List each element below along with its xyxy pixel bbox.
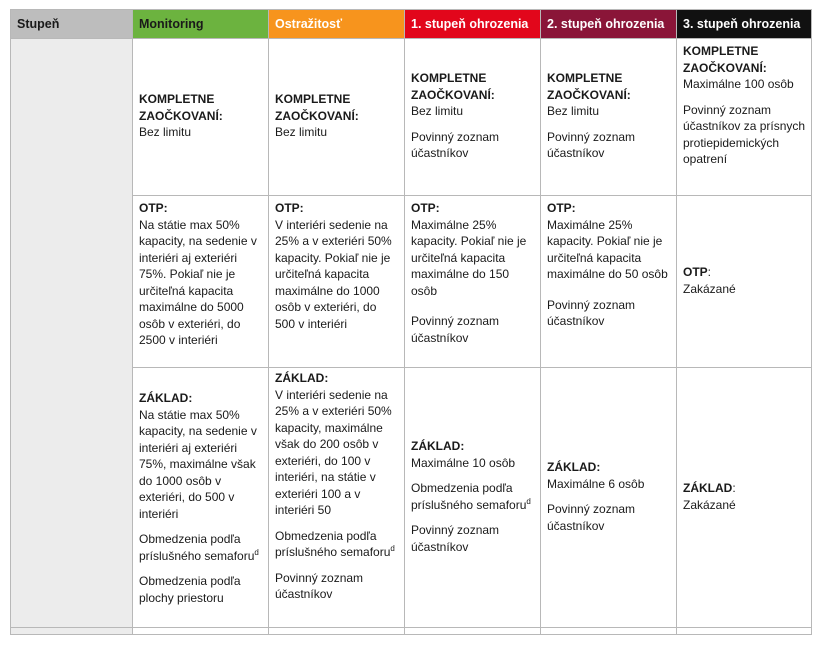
kz-monitoring-value: Bez limitu [139, 125, 192, 140]
cell-zaklad-ostrazitost [269, 368, 405, 628]
otp-ostrazitost-value: V interiéri sedenie na 25% a v exteriéri 50% kapacity. Pokiaľ nie je určiteľná kapacita maximálne do 1000 osôb v exteriéri, do 500 v interiéri [275, 217, 392, 331]
otp-s1-value: Maximálne 25% kapacity. Pokiaľ nie je určiteľná kapacita maximálne do 150 osôb [411, 217, 527, 298]
cell-zaklad-s1 [405, 368, 541, 628]
otp-ostrazitost-label: OTP [275, 201, 300, 215]
cell-kz-s2 [541, 39, 677, 196]
otp-s2-label: OTP [547, 201, 572, 215]
otp-s1-extra: Povinný zoznam účastníkov [411, 314, 500, 345]
blank-cell [541, 628, 677, 635]
zaklad-s1-label-wrap: ZÁKLAD: [411, 439, 465, 453]
zaklad-s3-label-wrap: ZÁKLAD: [683, 481, 736, 495]
row-continuation [11, 628, 812, 635]
zaklad-s1-extra2: Povinný zoznam účastníkov [411, 523, 500, 554]
zaklad-monitoring-extra2: Obmedzenia podľa plochy priestoru [139, 574, 241, 605]
cell-otp-s1 [405, 196, 541, 368]
header-stupen-2: 2. stupeň ohrozenia [541, 10, 677, 39]
zaklad-s3-label: ZÁKLAD [683, 481, 733, 495]
blank-cell [269, 628, 405, 635]
kz-s3-label: KOMPLETNE ZAOČKOVANÍ: [683, 44, 767, 75]
cell-kz-ostrazitost [269, 39, 405, 196]
zaklad-s1-value: Maximálne 10 osôb [411, 455, 516, 470]
row-label-cell [11, 39, 133, 628]
zaklad-ostrazitost-label: ZÁKLAD [275, 371, 325, 385]
header-stupen-1: 1. stupeň ohrozenia [405, 10, 541, 39]
zaklad-s3-value: Zakázané [683, 497, 736, 512]
zaklad-monitoring-extra1-wrap [139, 531, 263, 564]
row-label-continuation [11, 628, 133, 635]
zaklad-s2-extra1: Povinný zoznam účastníkov [547, 502, 636, 533]
cell-kz-monitoring [133, 39, 269, 196]
zaklad-s2-label: ZÁKLAD [547, 460, 597, 474]
kz-s2-label: KOMPLETNE ZAOČKOVANÍ: [547, 71, 631, 102]
cell-zaklad-s2 [541, 368, 677, 628]
zaklad-s1-label: ZÁKLAD [411, 439, 461, 453]
kz-s3-value: Maximálne 100 osôb [683, 77, 794, 91]
cell-kz-s3 [677, 39, 812, 196]
zaklad-s1-extra1: Obmedzenia podľa príslušného semaforu [411, 481, 527, 512]
header-stupen: Stupeň [11, 10, 133, 39]
kz-s2-value: Bez limitu [547, 104, 600, 119]
otp-s3-value: Zakázané [683, 281, 736, 296]
zaklad-ostrazitost-label-wrap: ZÁKLAD: [275, 371, 329, 385]
otp-s1-label-wrap: OTP: [411, 201, 440, 215]
zaklad-monitoring-label-wrap: ZÁKLAD: [139, 391, 193, 405]
header-row [11, 10, 812, 39]
cell-zaklad-s3 [677, 368, 812, 628]
kz-monitoring-label: KOMPLETNE ZAOČKOVANÍ: [139, 92, 223, 123]
zaklad-s2-label-wrap: ZÁKLAD: [547, 460, 601, 474]
header-monitoring: Monitoring [133, 10, 269, 39]
cell-otp-ostrazitost [269, 196, 405, 368]
otp-s1-label: OTP [411, 201, 436, 215]
covid-measures-table [10, 9, 812, 635]
zaklad-monitoring-extra1-footnote: d [254, 547, 259, 557]
otp-s2-extra: Povinný zoznam účastníkov [547, 297, 636, 328]
kz-s1-label: KOMPLETNE ZAOČKOVANÍ: [411, 71, 495, 102]
zaklad-ostrazitost-extra2: Povinný zoznam účastníkov [275, 570, 364, 601]
zaklad-s1-extra1-wrap [411, 480, 535, 513]
blank-cell [677, 628, 812, 635]
otp-s3-label: OTP [683, 265, 708, 279]
zaklad-s1-extra1-footnote: d [526, 496, 531, 506]
zaklad-monitoring-label: ZÁKLAD [139, 391, 189, 405]
kz-s3-extra: Povinný zoznam účastníkov za prísnych protiepidemických opatrení [683, 102, 806, 166]
otp-ostrazitost-label-wrap: OTP: [275, 201, 304, 215]
kz-ostrazitost-value: Bez limitu [275, 125, 328, 140]
header-stupen-3: 3. stupeň ohrozenia [677, 10, 812, 39]
otp-s3-label-wrap: OTP: [683, 265, 712, 279]
kz-ostrazitost-label: KOMPLETNE ZAOČKOVANÍ: [275, 92, 359, 123]
cell-zaklad-monitoring [133, 368, 269, 628]
cell-otp-s3 [677, 196, 812, 368]
kz-s1-extra: Povinný zoznam účastníkov [411, 129, 500, 161]
zaklad-ostrazitost-extra1-footnote: d [390, 544, 395, 553]
kz-s1-value: Bez limitu [411, 104, 464, 119]
otp-s2-value: Maximálne 25% kapacity. Pokiaľ nie je určiteľná kapacita maximálne do 50 osôb [547, 217, 668, 281]
blank-cell [133, 628, 269, 635]
zaklad-ostrazitost-extra1-wrap [275, 528, 399, 561]
kz-s2-extra: Povinný zoznam účastníkov [547, 129, 636, 161]
cell-otp-monitoring [133, 196, 269, 368]
zaklad-s2-value: Maximálne 6 osôb [547, 476, 645, 491]
zaklad-monitoring-value: Na státie max 50% kapacity, na sedenie v interiéri aj exteriéri 75%, maximálne však do 1000 osôb v exteriéri, do 500 v interiéri [139, 407, 257, 521]
otp-monitoring-label-wrap: OTP: [139, 201, 168, 215]
row-kompletne-zaockovani [11, 39, 812, 196]
otp-monitoring-value: Na státie max 50% kapacity, na sedenie v interiéri aj exteriéri 75%. Pokiaľ nie je určiteľná kapacita maximálne do 5000 osôb v exteriéri, do 2500 v interiéri [139, 217, 257, 347]
header-ostrazitost: Ostražitosť [269, 10, 405, 39]
zaklad-ostrazitost-value: V interiéri sedenie na 25% a v exteriéri 50% kapacity, maximálne však do 200 osôb v exteriéri, do 100 v interiéri, na státie v exteriéri 100 a v interiéri 50 [275, 387, 392, 517]
cell-otp-s2 [541, 196, 677, 368]
otp-monitoring-label: OTP [139, 201, 164, 215]
cell-kz-s1 [405, 39, 541, 196]
blank-cell [405, 628, 541, 635]
zaklad-monitoring-extra1: Obmedzenia podľa príslušného semaforu [139, 532, 255, 563]
otp-s2-label-wrap: OTP: [547, 201, 576, 215]
zaklad-ostrazitost-extra1: Obmedzenia podľa príslušného semaforu [275, 528, 391, 559]
